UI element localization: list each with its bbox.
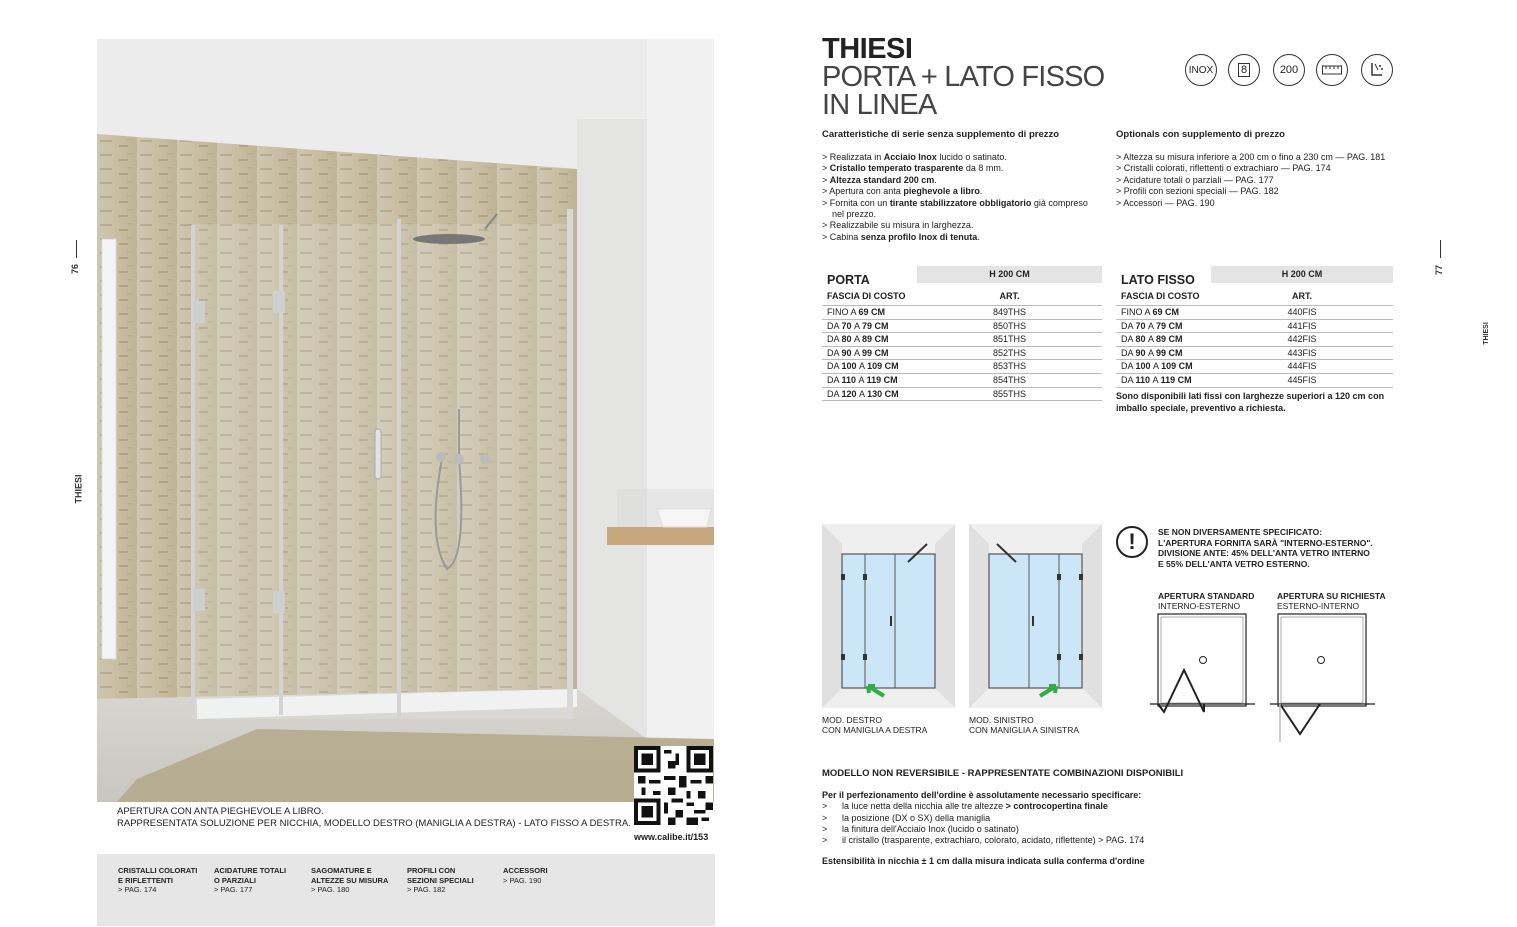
table-row: DA 120 A 130 CM 855THS (822, 388, 1102, 402)
list-item: > Apertura con anta pieghevole a libro. (822, 186, 1102, 197)
list-item: > Acidature totali o parziali — PAG. 177 (1116, 175, 1406, 186)
website-link[interactable]: www.calibe.it/153 (634, 832, 709, 842)
list-item: > il cristallo (trasparente, extrachiaro, colorato, acidato, riflettente) > PAG. 174 (822, 835, 1144, 846)
optionals-bar (97, 854, 715, 926)
features-heading: Caratteristiche di serie senza supplemento di prezzo (822, 129, 1060, 140)
table-row: DA 110 A 119 CM 854THS (822, 374, 1102, 388)
lato-note: Sono disponibili lati fissi con larghezze superiori a 120 cm con imballo speciale, preventivo a richiesta. (1116, 391, 1385, 413)
apertura-richiesta-label: APERTURA SU RICHIESTA ESTERNO-INTERNO (1277, 591, 1386, 611)
photo-caption (117, 806, 631, 829)
page-number-right: 77 (1434, 264, 1445, 276)
diagram-right-model (822, 524, 955, 708)
porta-col-header: FASCIA DI COSTO ART. (822, 290, 1102, 306)
lato-height-header: H 200 CM (1211, 266, 1393, 283)
list-item: > Cristallo temperato trasparente da 8 mm. (822, 163, 1102, 174)
list-item: > Altezza su misura inferiore a 200 cm o fino a 230 cm — PAG. 181 (1116, 152, 1406, 163)
features-list (822, 152, 1102, 243)
height-200-icon: 200 (1273, 54, 1305, 86)
list-item: > la finitura dell'Acciaio Inox (lucido o satinato) (822, 824, 1144, 835)
optional-item: PROFILI CON SEZIONI SPECIALI > PAG. 182 (407, 866, 474, 894)
porta-table-title: PORTA (827, 273, 870, 287)
optionals-list (1116, 152, 1406, 209)
list-item: > la posizione (DX o SX) della maniglia (822, 813, 1144, 824)
list-item: > Fornita con un tirante stabilizzatore obbligatorio già compreso nel prezzo. (822, 198, 1102, 221)
diagram-left-caption: MOD. SINISTRO CON MANIGLIA A SINISTRA (969, 715, 1080, 735)
list-item: > Realizzabile su misura in larghezza. (822, 220, 1102, 231)
non-reversible-note: MODELLO NON REVERSIBILE - RAPPRESENTATE COMBINAZIONI DISPONIBILI (822, 768, 1184, 779)
diagram-left-model (969, 524, 1102, 708)
warning-icon: ! (1116, 526, 1148, 558)
list-item: > la luce netta della nicchia alle tre altezze > controcopertina finale (822, 801, 1144, 812)
list-item: > Realizzata in Acciaio Inox lucido o satinato. (822, 152, 1102, 163)
lato-table-title: LATO FISSO (1121, 273, 1195, 287)
apertura-standard-label: APERTURA STANDARD INTERNO-ESTERNO (1158, 591, 1255, 611)
porta-height-header: H 200 CM (917, 266, 1102, 283)
optional-item: CRISTALLI COLORATI E RIFLETTENTI > PAG. 174 (118, 866, 198, 894)
title-line-2: PORTA + LATO FISSO (822, 61, 1105, 93)
optional-item: ACIDATURE TOTALI O PARZIALI > PAG. 177 (214, 866, 287, 894)
optional-item: ACCESSORI > PAG. 190 (503, 866, 548, 885)
caption-line-2: RAPPRESENTATA SOLUZIONE PER NICCHIA, MODELLO DESTRO (MANIGLIA A DESTRA) - LATO FISSO A DESTRA. (117, 817, 631, 829)
list-item: > Altezza standard 200 cm. (822, 175, 1102, 186)
table-row: DA 100 A 109 CM 853THS (822, 360, 1102, 374)
order-requirements: Per il perfezionamento dell'ordine è assolutamente necessario specificare: > la luce netta della nicchia alle tre altezze > controcopertina finale > la posizione (DX o SX) della maniglia > la finitura dell'Acciaio Inox (lucido o satinato) > il cristallo (trasparente, extrachiaro, colorato, acidato, riflettente) > PAG. 174 (822, 790, 1144, 846)
title-line-1: THIESI (822, 33, 913, 65)
page-number-line-left (76, 240, 77, 258)
caption-line-1: APERTURA CON ANTA PIEGHEVOLE A LIBRO. (117, 806, 324, 817)
opening-note: SE NON DIVERSAMENTE SPECIFICATO: L'APERTURA FORNITA SARÀ "INTERNO-ESTERNO". DIVISIONE ANTE: 45% DELL'ANTA VETRO INTERNO E 55% DELL'ANTA VETRO ESTERNO. (1158, 527, 1373, 570)
table-row: DA 110 A 119 CM 445FIS (1116, 374, 1393, 388)
table-row: DA 80 A 89 CM 442FIS (1116, 333, 1393, 347)
lato-col-header: FASCIA DI COSTO ART. (1116, 290, 1393, 306)
table-row: DA 70 A 79 CM 850THS (822, 320, 1102, 334)
extensibility-note: Estensibilità in nicchia ± 1 cm dalla misura indicata sulla conferma d'ordine (822, 856, 1145, 866)
product-photo (97, 39, 714, 802)
table-row: FINO A 69 CM 440FIS (1116, 306, 1393, 320)
qr-code[interactable] (634, 746, 713, 825)
table-row: DA 90 A 99 CM 443FIS (1116, 347, 1393, 361)
glass-8mm-icon: 8 (1228, 54, 1260, 86)
inox-icon: INOX (1185, 54, 1217, 86)
table-row: DA 80 A 89 CM 851THS (822, 333, 1102, 347)
table-row: DA 100 A 109 CM 444FIS (1116, 360, 1393, 374)
side-label-right: THIESI (1482, 322, 1490, 345)
apertura-richiesta-diagram (1270, 610, 1380, 750)
list-item: > Accessori — PAG. 190 (1116, 198, 1406, 209)
apertura-standard-diagram (1150, 610, 1260, 725)
width-measure-icon (1316, 54, 1348, 86)
page-number-left: 76 (70, 263, 81, 275)
side-label-left: THIESI (73, 474, 84, 504)
easy-clean-icon (1361, 54, 1393, 86)
page-number-line-right (1440, 240, 1441, 258)
list-item: > Profili con sezioni speciali — PAG. 182 (1116, 186, 1406, 197)
list-item: > Cabina senza profilo Inox di tenuta. (822, 232, 1102, 243)
optional-item: SAGOMATURE E ALTEZZE SU MISURA > PAG. 180 (311, 866, 389, 894)
table-row: DA 90 A 99 CM 852THS (822, 347, 1102, 361)
title-line-3: IN LINEA (822, 89, 937, 121)
table-row: DA 70 A 79 CM 441FIS (1116, 320, 1393, 334)
optionals-heading: Optionals con supplemento di prezzo (1116, 129, 1285, 140)
diagram-right-caption: MOD. DESTRO CON MANIGLIA A DESTRA (822, 715, 928, 735)
table-row: FINO A 69 CM 849THS (822, 306, 1102, 320)
list-item: > Cristalli colorati, riflettenti o extrachiaro — PAG. 174 (1116, 163, 1406, 174)
